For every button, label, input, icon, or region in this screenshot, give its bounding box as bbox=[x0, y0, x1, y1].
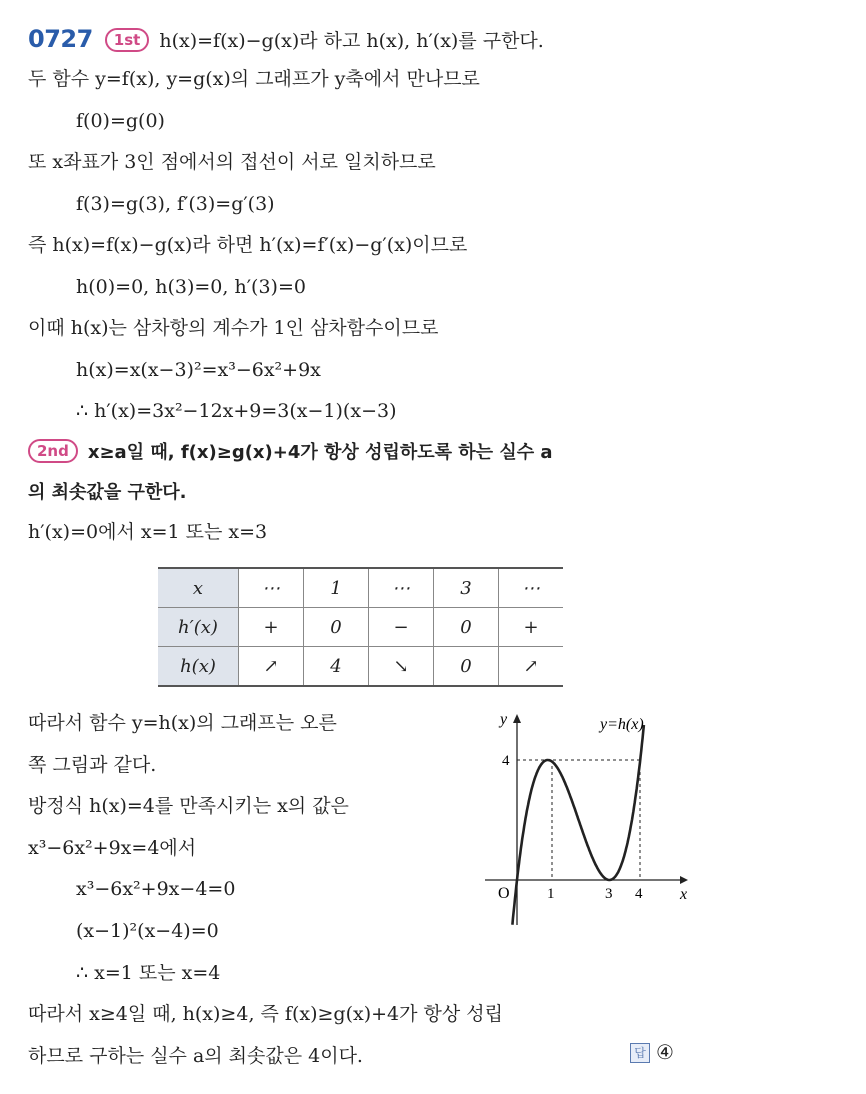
equation-line: h(0)=0, h(3)=0, h′(3)=0 bbox=[76, 276, 306, 298]
x-tick-label: 1 bbox=[547, 886, 555, 902]
equation-line: x³−6x²+9x−4=0 bbox=[76, 878, 236, 900]
text-line: h′(x)=0에서 x=1 또는 x=3 bbox=[28, 521, 268, 543]
text-line: 의 최솟값을 구한다. bbox=[28, 482, 187, 503]
x-axis-arrow-icon bbox=[680, 876, 688, 884]
step2-line bbox=[28, 436, 553, 470]
table-cell: 4 bbox=[304, 647, 369, 687]
table-cell: ⋯ bbox=[369, 568, 434, 608]
equation-line: h(x)=x(x−3)²=x³−6x²+9x bbox=[76, 359, 321, 381]
x-tick-label: 4 bbox=[635, 886, 643, 902]
text-line: 두 함수 y=f(x), y=g(x)의 그래프가 y축에서 만나므로 bbox=[28, 68, 480, 90]
equation-line: (x−1)²(x−4)=0 bbox=[76, 920, 219, 942]
table-cell: 3 bbox=[434, 568, 499, 608]
table-cell: 0 bbox=[434, 608, 499, 647]
equation-line: f(0)=g(0) bbox=[76, 110, 165, 132]
solution-header bbox=[28, 22, 544, 58]
equation-line: f(3)=g(3), f′(3)=g′(3) bbox=[76, 193, 275, 215]
x-tick-label: 3 bbox=[605, 886, 613, 902]
x-axis-label: x bbox=[680, 886, 688, 903]
table-cell: h′(x) bbox=[158, 608, 239, 647]
table-cell: ⋯ bbox=[499, 568, 564, 608]
answer-marker-icon: 답 bbox=[630, 1043, 650, 1063]
table-cell: 1 bbox=[304, 568, 369, 608]
table-cell: 0 bbox=[304, 608, 369, 647]
text-line: 하므로 구하는 실수 a의 최솟값은 4이다. bbox=[28, 1045, 363, 1067]
table-row bbox=[158, 647, 563, 687]
text-line: 방정식 h(x)=4를 만족시키는 x의 값은 bbox=[28, 795, 349, 817]
table-cell: + bbox=[499, 608, 564, 647]
graph-h bbox=[480, 705, 700, 935]
table-cell: ↗ bbox=[499, 647, 564, 687]
y-axis-label: y bbox=[500, 711, 508, 728]
problem-number: 0727 bbox=[28, 25, 93, 53]
table-cell: ↗ bbox=[239, 647, 304, 687]
step-badge-2nd: 2nd bbox=[28, 439, 78, 463]
text-line: 따라서 함수 y=h(x)의 그래프는 오른 bbox=[28, 712, 337, 734]
text-line: x≥a일 때, f(x)≥g(x)+4가 항상 성립하도록 하는 실수 a bbox=[87, 442, 553, 463]
table-cell: h(x) bbox=[158, 647, 239, 687]
table-cell: ⋯ bbox=[239, 568, 304, 608]
table-cell: ↘ bbox=[369, 647, 434, 687]
table-row bbox=[158, 608, 563, 647]
table-cell: x bbox=[158, 568, 239, 608]
y-tick-label: 4 bbox=[502, 753, 510, 769]
table-row bbox=[158, 568, 563, 608]
step-badge-1st: 1st bbox=[105, 28, 150, 52]
table-cell: 0 bbox=[434, 647, 499, 687]
equation-line: x³−6x²+9x=4에서 bbox=[28, 837, 197, 859]
equation-line: ∴ h′(x)=3x²−12x+9=3(x−1)(x−3) bbox=[76, 400, 397, 422]
text-line: 이때 h(x)는 삼차항의 계수가 1인 삼차함수이므로 bbox=[28, 317, 439, 339]
equation-line: ∴ x=1 또는 x=4 bbox=[76, 962, 221, 984]
table-cell: + bbox=[239, 608, 304, 647]
text-line: 따라서 x≥4일 때, h(x)≥4, 즉 f(x)≥g(x)+4가 항상 성립 bbox=[28, 1003, 503, 1025]
text-line: 또 x좌표가 3인 점에서의 접선이 서로 일치하므로 bbox=[28, 151, 436, 173]
table-cell: − bbox=[369, 608, 434, 647]
y-axis-arrow-icon bbox=[513, 714, 521, 723]
curve-h bbox=[512, 725, 644, 925]
text-line: 즉 h(x)=f(x)−g(x)라 하면 h′(x)=f′(x)−g′(x)이므로 bbox=[28, 234, 468, 256]
variation-table bbox=[158, 567, 563, 687]
answer bbox=[630, 1040, 674, 1064]
text-line: 쪽 그림과 같다. bbox=[28, 754, 157, 776]
text-line: h(x)=f(x)−g(x)라 하고 h(x), h′(x)를 구한다. bbox=[159, 30, 544, 52]
answer-value: ④ bbox=[656, 1040, 674, 1064]
origin-label: O bbox=[498, 885, 510, 902]
curve-label: y=h(x) bbox=[600, 716, 644, 733]
